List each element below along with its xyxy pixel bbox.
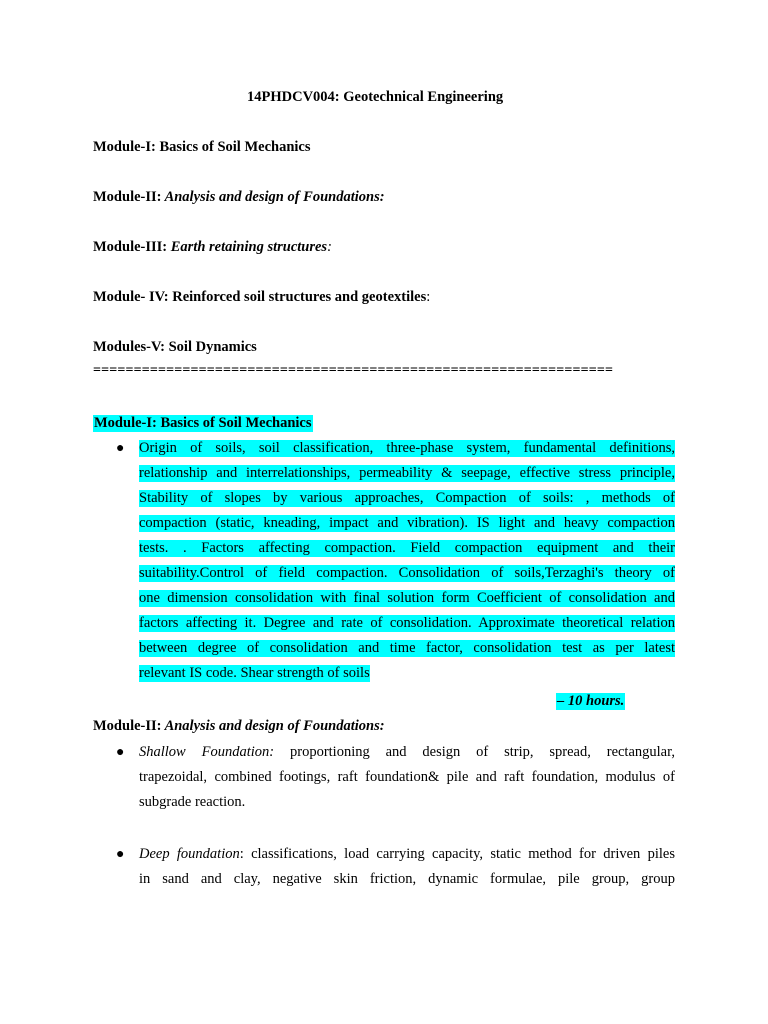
summary-module-3-text: Earth retaining structures — [167, 239, 328, 255]
summary-module-4-suffix: : — [426, 289, 431, 305]
summary-module-5-label: Modules-V: — [93, 339, 165, 355]
module-2-title: Analysis and design of Foundations: — [161, 718, 385, 734]
module-2-label: Module-II: — [93, 718, 162, 734]
summary-module-4 — [93, 289, 430, 306]
summary-module-4-text: Reinforced soil structures and geotextiles — [168, 289, 427, 305]
shallow-line-1-text: proportioning and design of strip, spread, rectangular, — [274, 744, 675, 760]
summary-module-5 — [93, 339, 257, 356]
summary-module-2-text: Analysis and design of Foundations: — [161, 189, 385, 205]
deep-line-1-text: : classifications, load carrying capacity, static method for driven piles — [239, 846, 676, 862]
summary-module-3 — [93, 239, 332, 256]
summary-module-3-label: Module-III: — [93, 239, 168, 255]
shallow-line-1 — [139, 744, 675, 761]
summary-module-1-label: Module-I: — [93, 139, 156, 155]
module-1-line-5: tests. . Factors affecting compaction. Field compaction equipment and their — [139, 540, 675, 556]
separator-line: ================================================================ — [93, 363, 614, 378]
module-1-line-1: Origin of soils, soil classification, three-phase system, fundamental definitions, — [139, 440, 675, 456]
summary-module-1 — [93, 139, 311, 156]
module-1-line-8: factors affecting it. Degree and rate of consolidation. Approximate theoretical relation — [139, 615, 675, 631]
summary-module-2-label: Module-II: — [93, 189, 162, 205]
module-1-line-3: Stability of slopes by various approaches, Compaction of soils: , methods of — [139, 490, 675, 506]
module-1-bullet-icon: ● — [116, 441, 125, 456]
module-2-heading — [93, 718, 385, 735]
summary-module-5-text: Soil Dynamics — [164, 339, 257, 355]
module-1-hours: – 10 hours. — [557, 693, 625, 709]
deep-line-1 — [139, 846, 675, 863]
summary-module-4-label: Module- IV: — [93, 289, 169, 305]
module-1-line-4: compaction (static, kneading, impact and vibration). IS light and heavy compaction — [139, 515, 675, 531]
module-1-line-7: one dimension consolidation with final solution form Coefficient of consolidation and — [139, 590, 675, 606]
deep-bullet-icon: ● — [116, 847, 125, 862]
document-title: 14PHDCV004: Geotechnical Engineering — [247, 89, 504, 105]
module-1-line-6: suitability.Control of field compaction. Consolidation of soils,Terzaghi's theory of — [139, 565, 675, 581]
deep-term: Deep foundation — [139, 846, 240, 862]
deep-line-2: in sand and clay, negative skin friction, dynamic formulae, pile group, group — [139, 871, 675, 887]
module-1-heading: Module-I: Basics of Soil Mechanics — [94, 415, 312, 431]
shallow-term: Shallow Foundation: — [139, 744, 275, 760]
summary-module-1-text: Basics of Soil Mechanics — [155, 139, 311, 155]
module-1-line-2: relationship and interrelationships, permeability & seepage, effective stress principle, — [139, 465, 675, 481]
summary-module-3-suffix: : — [327, 239, 332, 255]
shallow-line-2: trapezoidal, combined footings, raft foundation& pile and raft foundation, modulus of — [139, 769, 675, 785]
shallow-line-3: subgrade reaction. — [139, 794, 246, 810]
module-1-line-9: between degree of consolidation and time factor, consolidation test as per latest — [139, 640, 675, 656]
module-1-line-10: relevant IS code. Shear strength of soils — [139, 665, 370, 681]
shallow-bullet-icon: ● — [116, 745, 125, 760]
summary-module-2 — [93, 189, 385, 206]
